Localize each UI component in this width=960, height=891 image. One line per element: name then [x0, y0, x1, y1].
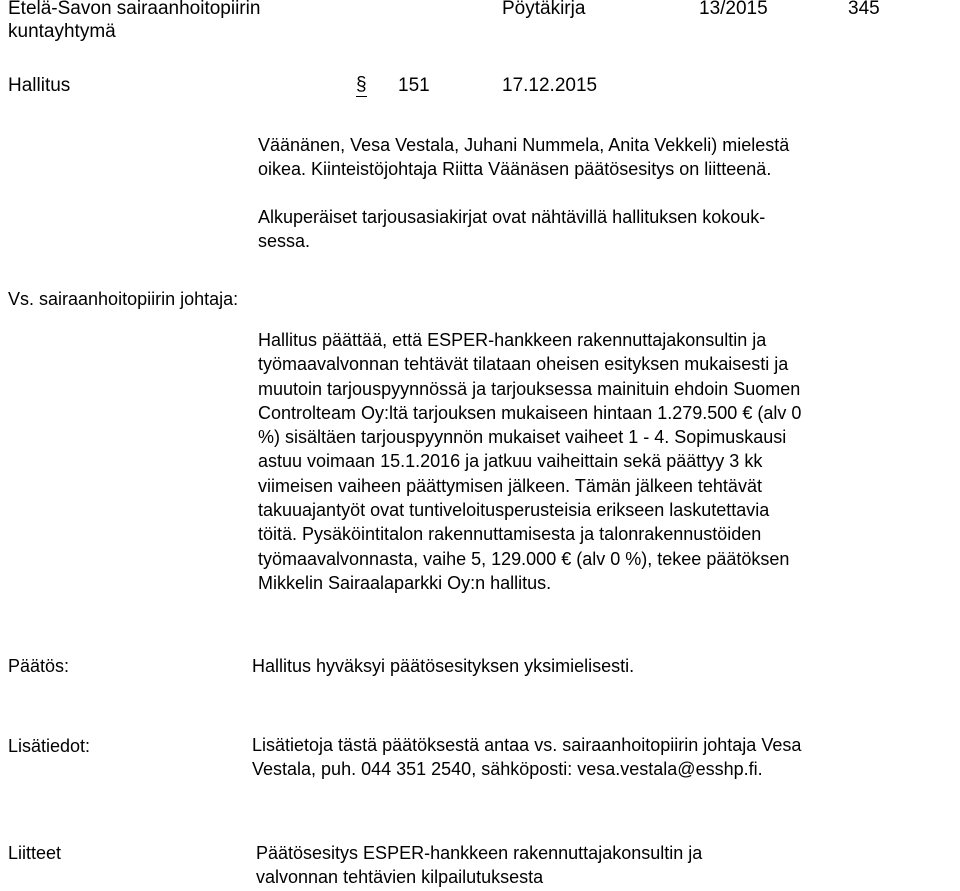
intro-line-1: Väänänen, Vesa Vestala, Juhani Nummela, Anita Vekkeli) mielestä: [258, 135, 790, 155]
info-line-1: Lisätietoja tästä päätöksestä antaa vs. sairaanhoitopiirin johtaja Vesa: [252, 735, 802, 755]
euro-symbol: €: [742, 402, 753, 423]
decision-text: Hallitus hyväksyi päätösesityksen yksimielisesti.: [252, 656, 635, 676]
attachments-line-1: Päätösesitys ESPER-hankkeen rakennuttajakonsultin ja: [256, 843, 703, 863]
price-text: Controlteam Oy:ltä tarjouksen mukaiseen hintaan 1.279.500: [258, 402, 738, 423]
section-number: 151: [398, 75, 430, 96]
proposal-text: [258, 328, 801, 595]
proposal-line: takuuajantyöt ovat tuntiveloitusperusteisia erikseen laskutettavia: [258, 500, 770, 521]
proposal-line: työmaavalvonnan tehtävät tilataan oheisen esityksen mukaisesti ja: [258, 354, 789, 375]
issue-number: 13/2015: [699, 0, 768, 19]
info-label: Lisätiedot:: [8, 736, 91, 756]
meeting-body: Hallitus: [8, 75, 71, 96]
proposal-line: muutoin tarjouspyynnössä ja tarjouksessa mainituin ehdoin Suomen: [258, 378, 801, 399]
info-line-2: Vestala, puh. 044 351 2540, sähköposti: vesa.vestala@esshp.fi.: [252, 759, 763, 780]
vat-text: (alv 0 %), tekee päätöksen: [576, 548, 790, 569]
intro-paragraph: [258, 133, 789, 182]
proposal-line: %) sisältäen tarjouspyynnön mukaiset vaiheet 1 - 4. Sopimuskausi: [258, 427, 787, 448]
section-symbol: §: [356, 74, 367, 95]
proposal-label: Vs. sairaanhoitopiirin johtaja:: [8, 289, 239, 309]
decision-label: Päätös:: [8, 656, 70, 676]
page-number: 345: [848, 0, 880, 19]
intro-line-2: oikea. Kiinteistöjohtaja Riitta Väänäsen päätösesitys on liitteenä.: [258, 159, 772, 180]
proposal-line: Hallitus päättää, että ESPER-hankkeen rakennuttajakonsultin ja: [258, 330, 767, 350]
attachment-note: [258, 205, 765, 254]
attachments-text: [256, 841, 702, 890]
proposal-line: [258, 547, 801, 571]
attachments-label: Liitteet: [8, 843, 62, 863]
price-text: työmaavalvonnasta, vaihe 5, 129.000: [258, 548, 557, 569]
vat-text: (alv 0: [757, 402, 802, 423]
attachment-note-line-2: sessa.: [258, 231, 311, 252]
info-text: [252, 733, 801, 782]
attachment-note-line-1: Alkuperäiset tarjousasiakirjat ovat nähtävillä hallituksen kokouk-: [258, 207, 766, 227]
meeting-date: 17.12.2015: [502, 75, 598, 96]
organization-line1: Etelä-Savon sairaanhoitopiirin: [8, 0, 261, 19]
proposal-line: viimeisen vaiheen päättymisen jälkeen. Tämän jälkeen tehtävät: [258, 475, 762, 496]
proposal-line: Mikkelin Sairaalaparkki Oy:n hallitus.: [258, 572, 552, 593]
organization-name: [8, 0, 260, 43]
organization-line2: kuntayhtymä: [8, 21, 116, 42]
document-type: Pöytäkirja: [502, 0, 586, 19]
attachments-line-2: valvonnan tehtävien kilpailutuksesta: [256, 867, 544, 888]
proposal-line: töitä. Pysäköintitalon rakennuttamisesta ja talonrakennustöiden: [258, 524, 762, 545]
euro-symbol: €: [561, 548, 572, 569]
proposal-line: [258, 401, 801, 425]
proposal-line: astuu voimaan 15.1.2016 ja jatkuu vaiheittain sekä päättyy 3 kk: [258, 451, 763, 472]
